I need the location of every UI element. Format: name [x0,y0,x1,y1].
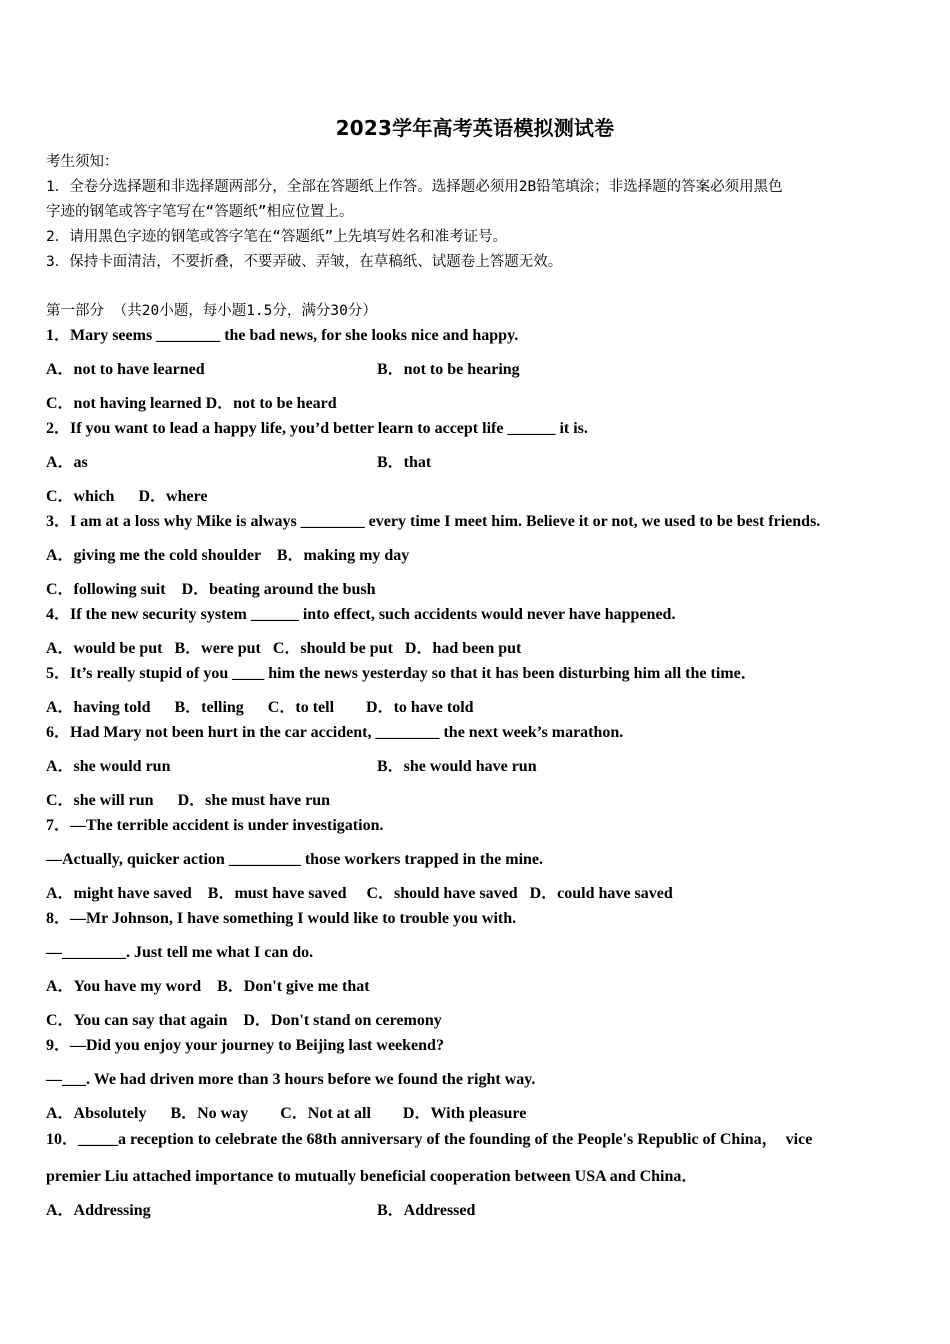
page-title: 2023学年高考英语模拟测试卷 [335,116,615,140]
question-3-options-cd: C．following suit D．beating around the bush [46,581,376,598]
question-2-stem: 2．If you want to lead a happy life, you’d better learn to accept life ______ it is. [46,420,588,437]
question-8-stem: 8．—Mr Johnson, I have something I would like to trouble you with. [46,910,517,927]
question-8-options-cd: C．You can say that again D．Don't stand on ceremony [46,1012,442,1029]
question-8-options-ab: A．You have my word B．Don't give me that [46,978,370,995]
question-6-options-cd: C．she will run D．she must have run [46,792,331,809]
notice-item-1-line-1: 1．全卷分选择题和非选择题两部分，全部在答题纸上作答。选择题必须用2B铅笔填涂；非选择题的答案必须用黑色 [46,179,783,195]
question-4-options: A．would be put B．were put C．should be put D．had been put [46,640,522,657]
question-10-option-a: A．Addressing [46,1202,151,1219]
question-2-option-a: A．as [46,454,88,471]
question-1-option-b: B．not to be hearing [377,361,520,378]
question-6-stem: 6．Had Mary not been hurt in the car accident, ________ the next week’s marathon. [46,724,624,741]
question-1-stem: 1．Mary seems ________ the bad news, for she looks nice and happy. [46,327,519,344]
question-9-options: A．Absolutely B．No way C．Not at all D．With pleasure [46,1105,527,1122]
question-1-options-cd: C．not having learned D．not to be heard [46,395,337,412]
question-7-stem: 7．—The terrible accident is under investigation. [46,817,384,834]
question-5-options: A．having told B．telling C．to tell D．to have told [46,699,474,716]
question-2-option-b: B．that [377,454,432,471]
notice-heading: 考生须知： [46,154,119,170]
question-4-stem: 4．If the new security system ______ into effect, such accidents would never have happened. [46,606,676,623]
notice-item-1-line-2: 字迹的钢笔或答字笔写在“答题纸”相应位置上。 [46,204,354,220]
section-heading: 第一部分 （共20小题，每小题1.5分，满分30分） [46,303,377,319]
question-10-stem-line-2: premier Liu attached importance to mutually beneficial cooperation between USA and China． [46,1168,698,1185]
question-3-stem: 3．I am at a loss why Mike is always ________ every time I meet him. Believe it or not, we used to be best friends. [46,513,821,530]
question-2-options-cd: C．which D．where [46,488,208,505]
question-7-reply: —Actually, quicker action _________ those workers trapped in the mine. [46,851,544,868]
notice-item-2: 2．请用黑色字迹的钢笔或答字笔在“答题纸”上先填写姓名和准考证号。 [46,229,508,245]
question-10-stem-line-1: 10．_____a reception to celebrate the 68th anniversary of the founding of the People's Republic of China， vice [46,1131,813,1148]
question-10-option-b: B．Addressed [377,1202,476,1219]
question-9-reply: —___. We had driven more than 3 hours before we found the right way. [46,1071,536,1088]
question-7-options: A．might have saved B．must have saved C．should have saved D．could have saved [46,885,673,902]
notice-item-3: 3．保持卡面清洁，不要折叠，不要弄破、弄皱，在草稿纸、试题卷上答题无效。 [46,254,563,270]
question-6-option-a: A．she would run [46,758,171,775]
question-3-options-ab: A．giving me the cold shoulder B．making my day [46,547,410,564]
question-1-option-a: A．not to have learned [46,361,205,378]
question-5-stem: 5．It’s really stupid of you ____ him the news yesterday so that it has been disturbing him all the time． [46,665,757,682]
question-9-stem: 9．—Did you enjoy your journey to Beijing last weekend? [46,1037,444,1054]
question-8-reply: —________. Just tell me what I can do. [46,944,314,961]
question-6-option-b: B．she would have run [377,758,537,775]
